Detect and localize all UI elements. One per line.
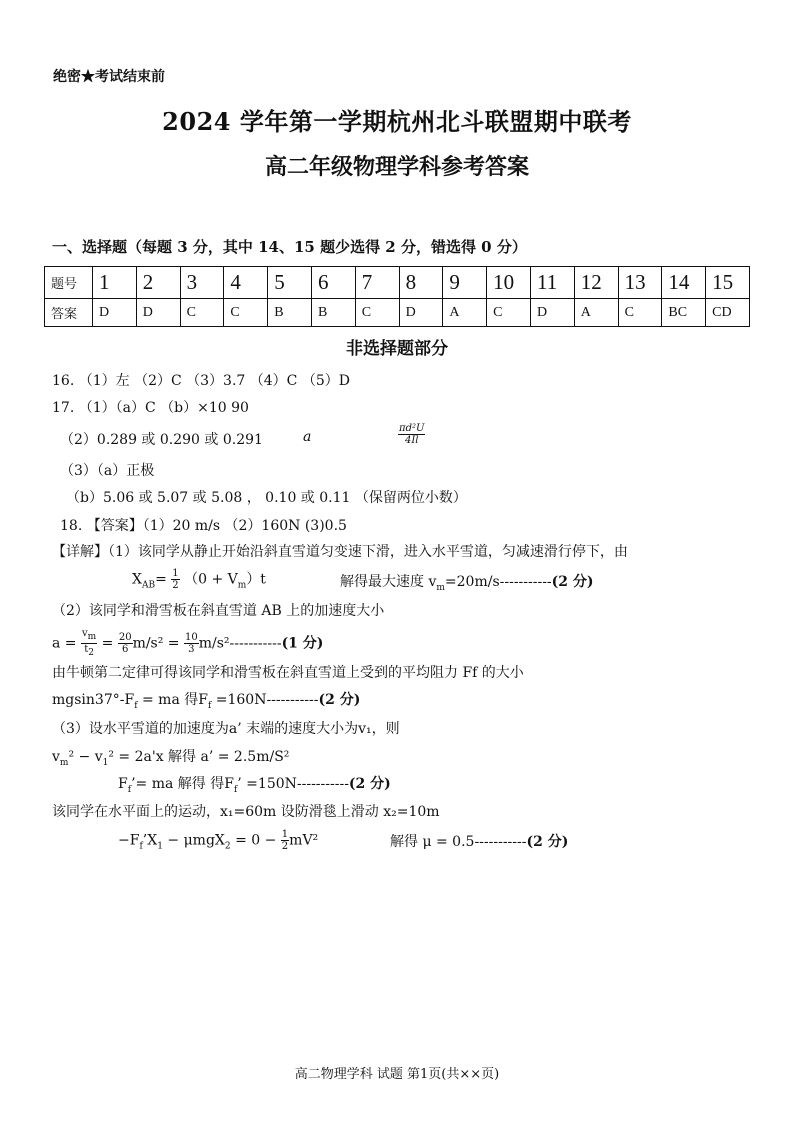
answer-table <box>44 266 750 327</box>
detail-part2-newton: 由牛顿第二定律可得该同学和滑雪板在斜直雪道上受到的平均阻力 Ff 的大小 <box>52 665 524 681</box>
answer-cell: BC <box>662 299 706 327</box>
question-number: 9 <box>443 267 487 299</box>
eq-sub: AB <box>141 580 156 591</box>
answer-18-summary: 18. 【答案】（1）20 m/s （2）160N (3)0.5 <box>60 518 347 534</box>
eq-text: ’X <box>142 832 158 849</box>
question-number: 2 <box>136 267 180 299</box>
eq-text: ’= ma 解得 得F <box>131 776 234 792</box>
frac-den: 6 <box>122 644 129 655</box>
formula-numerator: πd²U <box>399 423 425 434</box>
score: (2 分) <box>526 834 569 850</box>
score: (1 分) <box>281 635 324 652</box>
question-number-row <box>45 267 750 299</box>
detail-part2: （2）该同学和滑雪板在斜直雪道 AB 上的加速度大小 <box>52 603 385 619</box>
frac-den: 2 <box>172 580 179 591</box>
answer-17-3b: （b）5.06 或 5.07 或 5.08 ， 0.10 或 0.11 （保留两位小数） <box>66 490 467 506</box>
page-footer: 高二物理学科 试题 第1页(共××页) <box>294 1067 500 1082</box>
eq-text: m/s² = <box>132 635 180 652</box>
answer-cell: B <box>268 299 312 327</box>
equation-mu-result <box>390 831 568 851</box>
answer-cell: C <box>487 299 531 327</box>
answer-cell: C <box>180 299 224 327</box>
frac-num: v <box>81 628 88 639</box>
equation-work-energy: $-F_f’X_1 - \mu mgX_2 = 0$ − $\frac{1}{2}$ mV² <box>118 829 319 852</box>
score: (2 分) <box>348 776 391 792</box>
question-number: 5 <box>268 267 312 299</box>
detail-part3: （3）设水平雪道的加速度为a’ 末端的速度大小为v₁，则 <box>52 721 400 737</box>
eq-text: = <box>155 571 167 588</box>
question-number: 15 <box>706 267 750 299</box>
eq-text: − μmgX <box>162 832 225 849</box>
section1-heading: 一、选择题（每题 3 分，其中 14、15 题少选得 2 分，错选得 0 分） <box>52 238 527 256</box>
answer-cell: CD <box>706 299 750 327</box>
eq-text: 解得最大速度 v <box>340 574 437 590</box>
question-number: 3 <box>180 267 224 299</box>
page-subtitle: 高二年级物理学科参考答案 <box>264 154 529 180</box>
eq-text: =160N----------- <box>211 692 319 708</box>
eq-text: ’ =150N----------- <box>237 776 349 792</box>
answer-17-1: 17. （1）（a）C （b）×10 90 <box>52 400 249 416</box>
answer-cell: B <box>311 299 355 327</box>
frac-num: 1 <box>281 829 289 840</box>
frac-num: 10 <box>185 632 198 643</box>
eq-text: m/s²----------- <box>198 635 282 652</box>
equation-acceleration: a = $\frac{v_m}{t_2}$ = $\frac{20}{6}$ m/s² = $\frac{10}{3}$ m/s²-----------(1 分) <box>52 628 324 658</box>
answer-row <box>45 299 750 327</box>
eq-text: （0 + V <box>184 571 238 588</box>
answer-cell: A <box>574 299 618 327</box>
eq-text: = <box>101 635 114 652</box>
frac-num: 1 <box>172 568 179 579</box>
answer-17-2-variable: a <box>303 429 312 445</box>
eq-text: = 0 − <box>230 832 277 849</box>
eq-text: X <box>132 571 142 588</box>
question-number: 8 <box>399 267 443 299</box>
score: (2 分) <box>551 574 594 590</box>
row-header-question: 题号 <box>45 267 93 299</box>
answer-17-2: （2）0.289 或 0.290 或 0.291 <box>60 432 263 448</box>
question-number: 14 <box>662 267 706 299</box>
frac-num: 20 <box>118 632 132 643</box>
score: (2 分) <box>318 692 361 708</box>
eq-text: = ma 得F <box>137 692 208 708</box>
question-number: 12 <box>574 267 618 299</box>
question-number: 6 <box>311 267 355 299</box>
question-number: 13 <box>618 267 662 299</box>
row-header-answer: 答案 <box>45 299 93 327</box>
eq-text: =20m/s----------- <box>444 574 552 590</box>
question-number: 11 <box>530 267 574 299</box>
answer-16: 16. （1）左 （2）C （3）3.7 （4）C （5）D <box>52 373 350 389</box>
eq-text: 解得 μ = 0.5----------- <box>390 834 527 850</box>
eq-text: −F <box>118 832 140 849</box>
answer-17-3a: （3）（a）正极 <box>60 463 155 479</box>
question-number: 4 <box>224 267 268 299</box>
equation-vm-result: 解得最大速度 $v_m=20m/s-----------(2$ 分) <box>340 574 594 593</box>
eq-text: mgsin37°-F <box>52 692 135 708</box>
answer-cell: D <box>93 299 137 327</box>
eq-text: ）t <box>246 571 266 588</box>
eq-text: mV² <box>289 832 319 849</box>
section2-heading: 非选择题部分 <box>346 339 448 359</box>
page-title: 2024 学年第一学期杭州北斗联盟期中联考 <box>162 107 632 136</box>
detail-part3-motion: 该同学在水平面上的运动，x₁=60m 设防滑毯上滑动 x₂=10m <box>52 804 440 820</box>
question-number: 7 <box>355 267 399 299</box>
frac-den: 2 <box>281 841 289 852</box>
answer-cell: A <box>443 299 487 327</box>
frac-den: 3 <box>188 644 195 655</box>
answer-cell: D <box>136 299 180 327</box>
equation-kinematic: $v_m^2 - v_1^2 = 2a'x$ 解得 a’ = 2.5m/S² <box>52 749 290 768</box>
secret-label: 绝密★考试结束前 <box>53 69 165 85</box>
eq-text: F <box>118 776 128 792</box>
answer-cell: C <box>355 299 399 327</box>
eq-text: v <box>52 749 60 765</box>
question-number: 1 <box>93 267 137 299</box>
eq-text: 解得 a’ = 2.5m/S² <box>163 749 290 765</box>
equation-xab: $X_{AB}=$ $\frac{1}{2}$ $(0 + V_m)t$ <box>132 568 266 591</box>
eq-text: ² = 2a'x <box>108 749 164 765</box>
eq-text: ² − v <box>68 749 103 765</box>
answer-cell: D <box>530 299 574 327</box>
frac-den: t <box>84 644 89 655</box>
equation-friction: $mgsin37^\circ-F_f$ = ma 得$F_f =160N-----------(2$ 分) <box>52 692 361 711</box>
answer-cell: C <box>618 299 662 327</box>
question-number: 10 <box>487 267 531 299</box>
eq-text: a = <box>52 635 77 652</box>
formula-denominator: 4Il <box>404 435 419 446</box>
equation-horizontal-force: $F_f’=$ ma 解得 得$F_f$’ =150N-----------(2 分) <box>118 776 391 795</box>
answer-cell: D <box>399 299 443 327</box>
resistivity-formula <box>398 423 425 446</box>
answer-cell: C <box>224 299 268 327</box>
detail-part1: 【详解】（1）该同学从静止开始沿斜直雪道匀变速下滑，进入水平雪道，匀减速滑行停下，由 <box>52 544 628 560</box>
